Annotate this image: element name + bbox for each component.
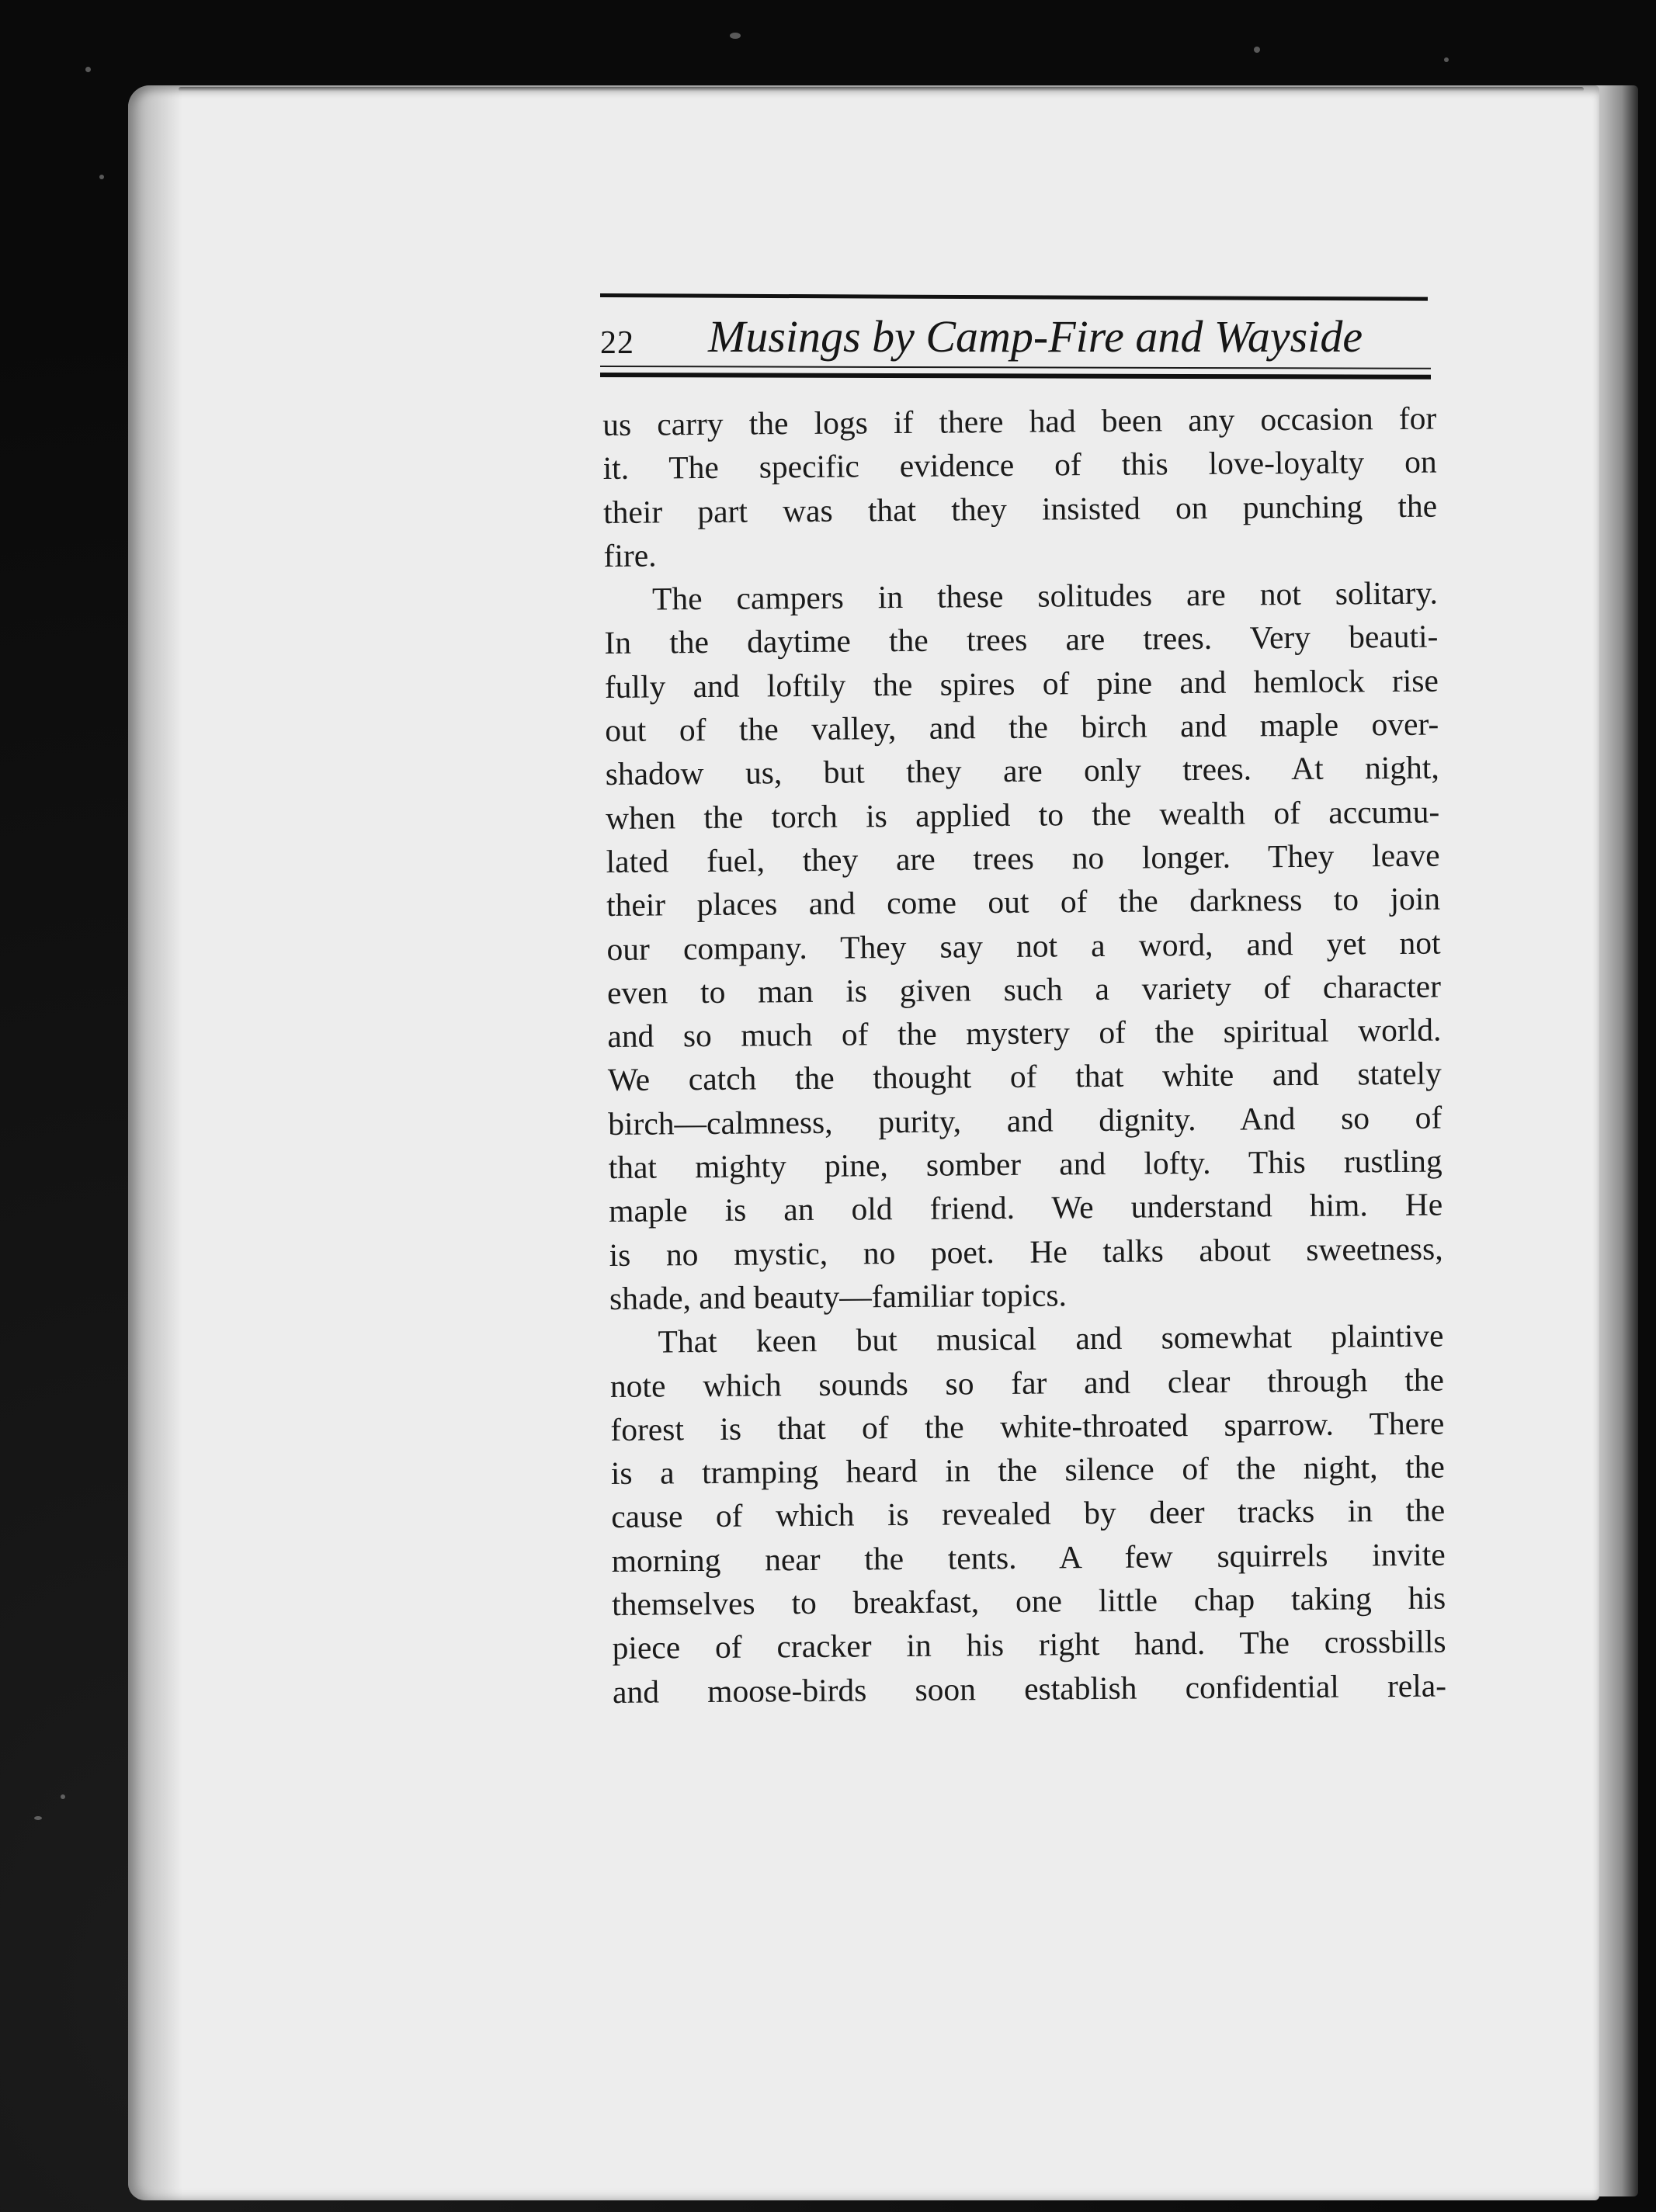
text-line: We catch the thought of that white and stately: [607, 1055, 1442, 1098]
text-line: their places and come out of the darkness to join: [606, 880, 1441, 924]
page-number: 22: [600, 325, 634, 361]
gutter-shadow: [128, 85, 182, 2200]
text-line: and moose-birds soon establish confidential rela-: [612, 1667, 1447, 1710]
text-line: In the daytime the trees are trees. Very beauti-: [604, 619, 1439, 661]
body-text: [602, 396, 1459, 1713]
text-line: note which sounds so far and clear through the: [609, 1361, 1445, 1404]
text-line: is a tramping heard in the silence of the night, the: [610, 1448, 1445, 1492]
text-line: our company. They say not a word, and yet not: [606, 924, 1441, 967]
text-line: shadow us, but they are only trees. At night,: [605, 749, 1439, 792]
text-line: their part was that they insisted on punching the: [602, 487, 1438, 530]
text-line: maple is an old friend. We understand him. He: [608, 1186, 1443, 1229]
text-line: birch—calmness, purity, and dignity. And so of: [608, 1099, 1442, 1142]
text-line: is no mystic, no poet. He talks about sweetness,: [609, 1230, 1443, 1273]
text-line: cause of which is revealed by deer tracks in the: [611, 1492, 1446, 1535]
text-line: that mighty pine, somber and lofty. This rustling: [608, 1142, 1442, 1186]
text-line: it. The specific evidence of this love-loyalty on: [602, 443, 1437, 487]
text-line: when the torch is applied to the wealth of accumu-: [606, 793, 1440, 836]
text-line: even to man is given such a variety of character: [606, 968, 1442, 1011]
text-line: That keen but musical and somewhat plaintive: [658, 1317, 1444, 1360]
running-title: Musings by Camp-Fire and Wayside: [708, 311, 1363, 362]
text-line: us carry the logs if there had been any occasion for: [602, 400, 1437, 442]
text-line: themselves to breakfast, one little chap taking his: [611, 1579, 1446, 1622]
text-line: piece of cracker in his right hand. The crossbills: [612, 1623, 1446, 1666]
text-line: fully and loftily the spires of pine and hemlock rise: [604, 662, 1439, 705]
text-line: The campers in these solitudes are not solitary.: [651, 574, 1439, 617]
text-line: shade, and beauty—familiar topics.: [609, 1277, 1068, 1316]
dust-speck: [1444, 57, 1449, 62]
dust-speck: [85, 67, 91, 72]
page-top-edge: [179, 87, 1584, 92]
text-line: and so much of the mystery of the spiritual world.: [607, 1011, 1442, 1055]
dust-speck: [34, 1816, 42, 1820]
dust-speck: [99, 175, 104, 179]
dust-speck: [730, 33, 741, 39]
text-line: fire.: [603, 537, 657, 574]
text-line: morning near the tents. A few squirrels invite: [611, 1536, 1446, 1579]
text-line: forest is that of the white-throated sparrow. There: [610, 1405, 1445, 1448]
dust-speck: [1254, 47, 1260, 53]
text-line: out of the valley, and the birch and maple over-: [605, 706, 1439, 749]
text-line: lated fuel, they are trees no longer. They leave: [606, 837, 1440, 879]
dust-speck: [61, 1794, 65, 1799]
